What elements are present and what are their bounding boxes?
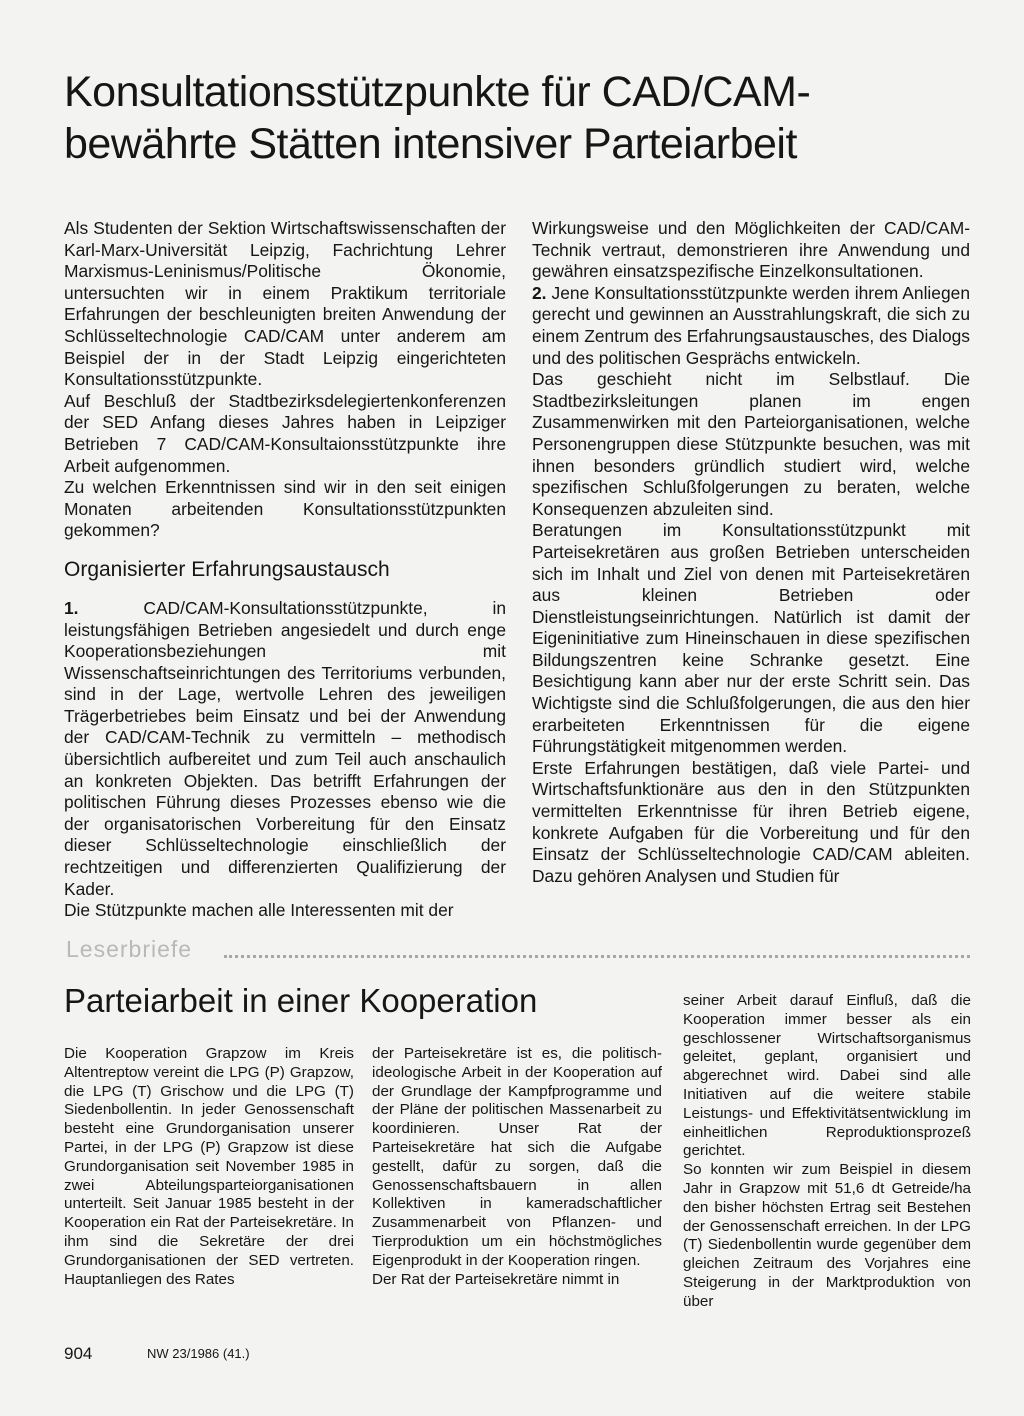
issue-label: NW 23/1986 (41.) xyxy=(147,1346,250,1361)
paragraph: Erste Erfahrungen bestätigen, daß viele Partei- und Wirtschaftsfunktionäre aus den in den Stützpunkten vermittelten Erkenntnisse für ihren Betrieb eigene, konkrete Aufgaben für die Vorbereitung und für den Einsatz der Schlüsseltechnologie CAD/CAM ableiten. Dazu gehören Analysen und Studien für xyxy=(532,757,970,886)
point-number: 2. xyxy=(532,282,547,303)
page-number: 904 xyxy=(64,1344,93,1363)
letter-column-2 xyxy=(372,1045,662,1289)
paragraph-text: CAD/CAM-Konsultationsstützpunkte, in leistungsfähigen Betrieben angesiedelt und durch enge Kooperationsbeziehungen mit Wissenschaftseinrichtungen des Territoriums verbunden, sind in der Lage, wertvolle Lehren des jeweiligen Trägerbetriebes beim Einsatz und bei der Anwendung der CAD/CAM-Technik zu vermitteln – methodisch übersichtlich aufbereitet und zum Teil auch anschaulich an konkreten Objekten. Das betrifft Erfahrungen der politischen Führung dieses Prozesses ebenso wie die der organisatorischen Vorbereitung für den Einsatz dieser Schlüsseltechnologie einschließlich der rechtzeitigen und differenzierten Qualifizierung der Kader. xyxy=(64,597,506,899)
paragraph: der Parteisekretäre ist es, die politisch-ideologische Arbeit in der Kooperation auf der Grundlage der Kampfprogramme und der Pläne der politischen Massenarbeit zu koordinieren. Unser Rat der Parteisekretäre hat sich die Aufgabe gestellt, dafür zu sorgen, daß die Genossenschaftsbauern in allen Kollektiven in kameradschaftlicher Zusammenarbeit von Pflanzen- und Tierproduktion um ein höchstmögliches Eigenprodukt in der Kooperation ringen. xyxy=(372,1045,662,1269)
paragraph: So konnten wir zum Beispiel in diesem Jahr in Grapzow mit 51,6 dt Getreide/ha den bisher höchsten Ertrag seit Bestehen der Genossenschaft erreichen. In der LPG (T) Siedenbollentin wurde gegenüber dem gleichen Zeitraum des Vorjahres eine Steigerung in der Marktproduktion von über xyxy=(683,1161,971,1310)
subheading: Organisierter Erfahrungsaustausch xyxy=(64,557,390,581)
paragraph: seiner Arbeit darauf Einfluß, daß die Kooperation immer besser als ein geschlossener Wirtschaftsorganismus geleitet, geplant, organisiert und abgerechnet wird. Dabei sind alle Initiativen auf die weitere stabile Leistungs- und Effektivitätsentwicklung im einheitlichen Reproduktionsprozeß gerichtet. xyxy=(683,992,971,1160)
headline-line-2: bewährte Stätten intensiver Parteiarbeit xyxy=(64,120,797,168)
paragraph: Auf Beschluß der Stadtbezirksdelegiertenkonferenzen der SED Anfang dieses Jahres haben in Leipziger Betrieben 7 CAD/CAM-Konsultaionsstützpunkte ihre Arbeit aufgenommen. xyxy=(64,390,506,476)
point-number: 1. xyxy=(64,597,79,618)
paragraph xyxy=(64,598,506,900)
paragraph: Wirkungsweise und den Möglichkeiten der CAD/CAM-Technik vertraut, demonstrieren ihre Anwendung und gewähren einsatzspezifische Einzelkonsultationen. xyxy=(532,218,970,282)
letter-column-1 xyxy=(64,1045,354,1289)
article-headline xyxy=(64,66,964,170)
letter-column-3 xyxy=(683,992,971,1312)
paragraph: Als Studenten der Sektion Wirtschaftswissenschaften der Karl-Marx-Universität Leipzig, Fachrichtung Lehrer Marxismus-Leninismus/Politische Ökonomie, untersuchten wir in einem Praktikum territoriale Erfahrungen der beschleunigten breiten Anwendung der Schlüsseltechnologie CAD/CAM unter anderem am Beispiel der in der Stadt Leipzig eingerichteten Konsultationsstützpunkte. xyxy=(64,218,506,390)
paragraph: Das geschieht nicht im Selbstlauf. Die Stadtbezirksleitungen planen im engen Zusammenwirken mit den Parteiorganisationen, welche Personengruppen diese Stützpunkte besuchen, was mit ihnen besonders gründlich studiert wird, welche spezifischen Schlußfolgerungen zu beraten, welche Konsequenzen abzuleiten sind. xyxy=(532,369,970,519)
paragraph: Die Stützpunkte machen alle Interessenten mit der xyxy=(64,900,454,921)
letter-headline: Parteiarbeit in einer Kooperation xyxy=(64,982,538,1019)
section-label: Leserbriefe xyxy=(66,936,193,962)
paragraph: Zu welchen Erkenntnissen sind wir in den seit einigen Monaten arbeitenden Konsultationsstützpunkten gekommen? xyxy=(64,477,506,541)
section-divider xyxy=(224,955,970,958)
headline-line-1: Konsultationsstützpunkte für CAD/CAM- xyxy=(64,68,811,116)
paragraph: Der Rat der Parteisekretäre nimmt in xyxy=(372,1270,620,1288)
paragraph xyxy=(532,283,970,369)
article-column-2 xyxy=(532,218,970,887)
paragraph: Beratungen im Konsultationsstützpunkt mit Parteisekretären aus großen Betrieben unterscheiden sich im Inhalt und Ziel von denen mit Parteisekretären aus kleinen Betrieben oder Dienstleistungseinrichtungen. Natürlich ist damit der Eigeninitiative zum Hineinschauen in diese spezifischen Bildungszentren keine Schranke gesetzt. Eine Besichtigung kann aber nur der erste Schritt sein. Das Wichtigste sind die Schlußfolgerungen, die aus den hier erarbeiteten Erkenntnissen für die eigene Führungstätigkeit mitgenommen werden. xyxy=(532,520,970,757)
article-column-1 xyxy=(64,218,506,922)
paragraph-text: Jene Konsultationsstützpunkte werden ihrem Anliegen gerecht und gewinnen an Ausstrahlungskraft, die sich zu einem Zentrum des Erfahrungsaustausches, des Dialogs und des politischen Gesprächs entwickeln. xyxy=(532,282,970,368)
paragraph: Die Kooperation Grapzow im Kreis Altentreptow vereint die LPG (P) Grapzow, die LPG (T) Grischow und die LPG (T) Siedenbollentin. In jeder Genossenschaft besteht eine Grundorganisation unserer Partei, in der LPG (P) Grapzow ist diese Grundorganisation seit November 1985 in zwei Abteilungsparteiorganisationen unterteilt. Seit Januar 1985 besteht in der Kooperation ein Rat der Parteisekretäre. In ihm sind die Sekretäre der drei Grundorganisationen der SED vertreten. Hauptanliegen des Rates xyxy=(64,1045,354,1288)
